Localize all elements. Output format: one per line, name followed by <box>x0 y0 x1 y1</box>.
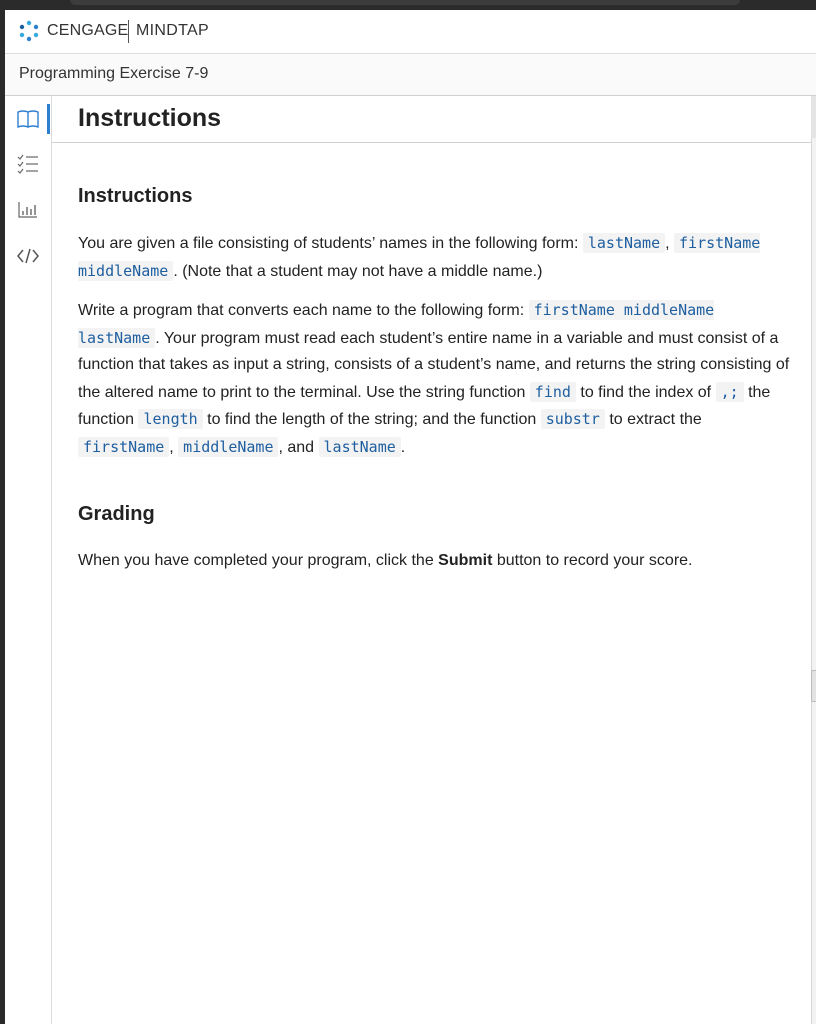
nav-results[interactable] <box>15 197 41 223</box>
code-comma-semicolon: ,; <box>716 382 744 402</box>
exercise-title-bar <box>5 54 816 96</box>
brand-bar <box>5 10 816 54</box>
text: . Your program must read each student’s entire name in a variable and must consist of a function that takes as input a string, consists of a student’s name, and returns the string consisting of the altered name to print to the terminal. Use the string function <box>78 329 790 401</box>
resize-handle[interactable] <box>811 670 816 702</box>
submit-emphasis: Submit <box>438 552 493 569</box>
section-heading-instructions: Instructions <box>78 185 193 207</box>
app-frame <box>5 10 816 1024</box>
text: Write a program that converts each name to the following form: <box>78 302 529 319</box>
text: to find the length of the string; and the function <box>202 411 541 429</box>
panel-header <box>52 96 811 143</box>
text: to find the index of <box>575 383 716 401</box>
text: to extract the <box>604 411 702 429</box>
instruction-paragraph-1 <box>78 230 790 285</box>
brand-divider <box>128 20 129 43</box>
code-firstname-middlename: firstName middleName <box>78 234 761 280</box>
browser-tab-edge <box>70 0 740 5</box>
code-lastname: lastName <box>583 233 665 253</box>
book-icon <box>16 109 40 129</box>
text: , and <box>278 438 319 456</box>
code-find: find <box>530 382 576 402</box>
code-middlename: middleName <box>178 437 278 457</box>
text: the function <box>78 383 771 429</box>
code-icon <box>16 247 40 265</box>
exercise-title: Programming Exercise 7-9 <box>19 65 209 82</box>
checklist-icon <box>17 154 39 174</box>
text: , <box>169 438 179 456</box>
code-length: length <box>138 409 202 429</box>
code-firstname: firstName <box>78 437 169 457</box>
grading-paragraph <box>78 548 790 575</box>
panel-resize-divider[interactable] <box>811 96 816 1024</box>
instruction-paragraph-2 <box>78 297 790 462</box>
text: When you have completed your program, click the <box>78 552 439 569</box>
instructions-panel <box>52 96 811 1024</box>
brand-name: CENGAGE <box>47 22 129 39</box>
text: . (Note that a student may not have a middle name.) <box>173 262 543 280</box>
bar-chart-icon <box>18 201 38 219</box>
text: , <box>665 235 675 252</box>
code-substr: substr <box>541 409 605 429</box>
code-full-name: firstName middleName lastName <box>78 301 715 347</box>
nav-instructions[interactable] <box>15 106 41 132</box>
nav-checklist[interactable] <box>15 151 41 177</box>
text: button to record your score. <box>492 552 693 569</box>
left-nav <box>5 96 52 1024</box>
code-lastname-2: lastName <box>319 437 401 457</box>
nav-code[interactable] <box>15 243 41 269</box>
text: You are given a file consisting of students’ names in the following form: <box>78 235 583 252</box>
text: . <box>400 438 406 456</box>
section-heading-grading: Grading <box>78 503 155 525</box>
panel-title: Instructions <box>78 104 222 132</box>
product-name: MINDTAP <box>136 22 209 39</box>
cengage-logo-icon <box>17 19 41 43</box>
nav-active-indicator <box>47 104 50 134</box>
header-scrollbar <box>811 96 816 138</box>
browser-top-strip <box>0 0 816 10</box>
